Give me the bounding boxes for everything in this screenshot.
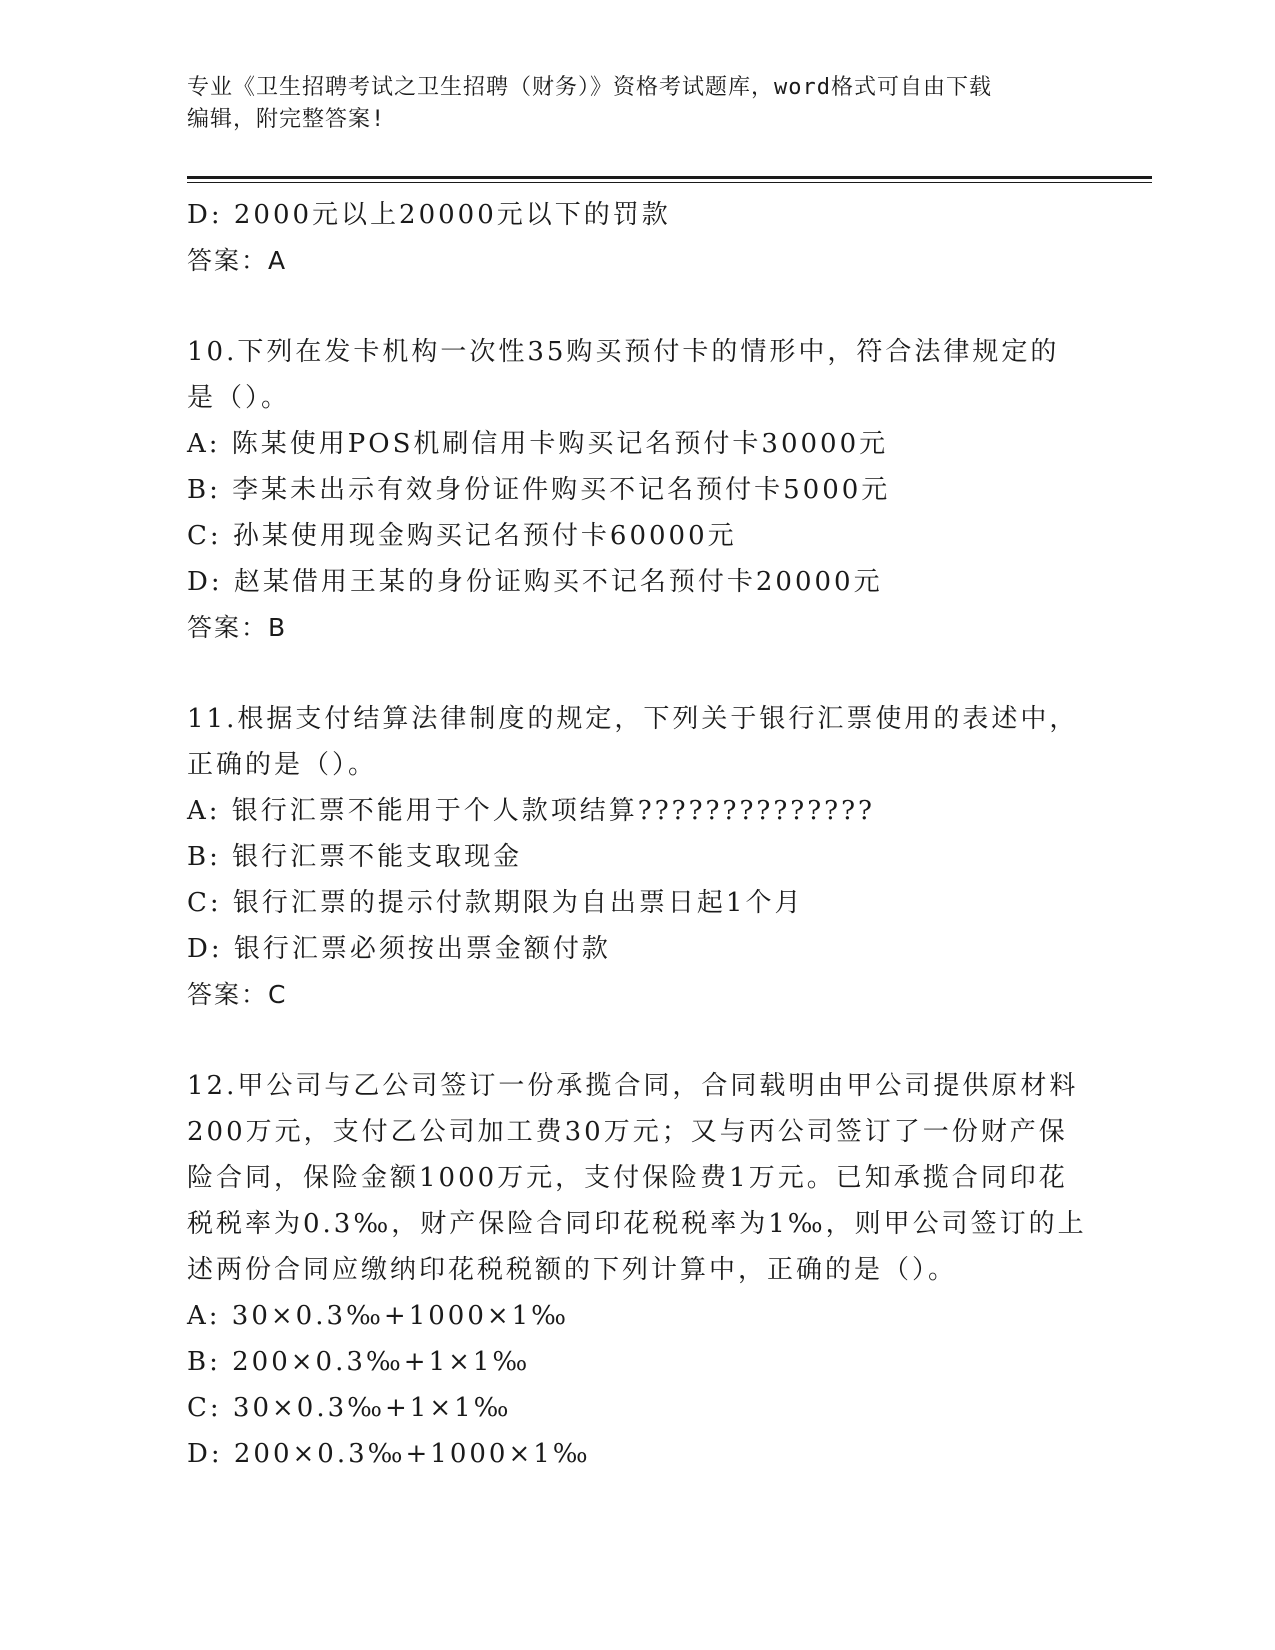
answer-line: 答案：A [187,246,288,275]
document-header [187,72,1087,136]
question-stem: 税税率为0.3‰，财产保险合同印花税税率为1‰，则甲公司签订的上 [187,1209,1087,1239]
question-stem: 11.根据支付结算法律制度的规定，下列关于银行汇票使用的表述中， [187,704,1079,734]
header-divider-thick [187,176,1152,179]
header-line-2: 编辑，附完整答案! [187,107,386,132]
option-d: D: 2000元以上20000元以下的罚款 [187,200,671,230]
header-line-1: 专业《卫生招聘考试之卫生招聘（财务）》资格考试题库，word格式可自由下载 [187,75,992,100]
option-d: D: 200×0.3‰+1000×1‰ [187,1439,591,1469]
option-a: A: 银行汇票不能用于个人款项结算?????????????? [187,796,875,826]
question-stem: 10.下列在发卡机构一次性35购买预付卡的情形中，符合法律规定的 [187,337,1060,367]
question-stem: 12.甲公司与乙公司签订一份承揽合同，合同载明由甲公司提供原材料 [187,1071,1079,1101]
question-11 [187,696,1087,1018]
option-b: B: 李某未出示有效身份证件购买不记名预付卡5000元 [187,475,891,505]
answer-line: 答案：C [187,980,288,1009]
question-stem: 是（）。 [187,383,291,413]
option-b: B: 银行汇票不能支取现金 [187,842,523,872]
question-9-tail [187,192,1087,284]
option-c: C: 30×0.3‰+1×1‰ [187,1393,512,1423]
question-stem: 险合同，保险金额1000万元，支付保险费1万元。已知承揽合同印花 [187,1163,1068,1193]
spacer [187,1018,1087,1063]
option-a: A: 30×0.3‰+1000×1‰ [187,1301,570,1331]
question-stem: 述两份合同应缴纳印花税税额的下列计算中，正确的是（）。 [187,1255,958,1285]
option-a: A: 陈某使用POS机刷信用卡购买记名预付卡30000元 [187,429,889,459]
spacer [187,284,1087,329]
option-d: D: 银行汇票必须按出票金额付款 [187,934,611,964]
spacer [187,651,1087,696]
option-c: C: 银行汇票的提示付款期限为自出票日起1个月 [187,888,804,918]
question-12 [187,1063,1087,1477]
question-list [187,192,1087,1477]
option-c: C: 孙某使用现金购买记名预付卡60000元 [187,521,737,551]
option-d: D: 赵某借用王某的身份证购买不记名预付卡20000元 [187,567,883,597]
question-stem: 正确的是（）。 [187,750,378,780]
option-b: B: 200×0.3‰+1×1‰ [187,1347,531,1377]
question-stem: 200万元，支付乙公司加工费30万元；又与丙公司签订了一份财产保 [187,1117,1068,1147]
answer-line: 答案：B [187,613,288,642]
question-10 [187,329,1087,651]
header-divider-thin [187,182,1152,183]
